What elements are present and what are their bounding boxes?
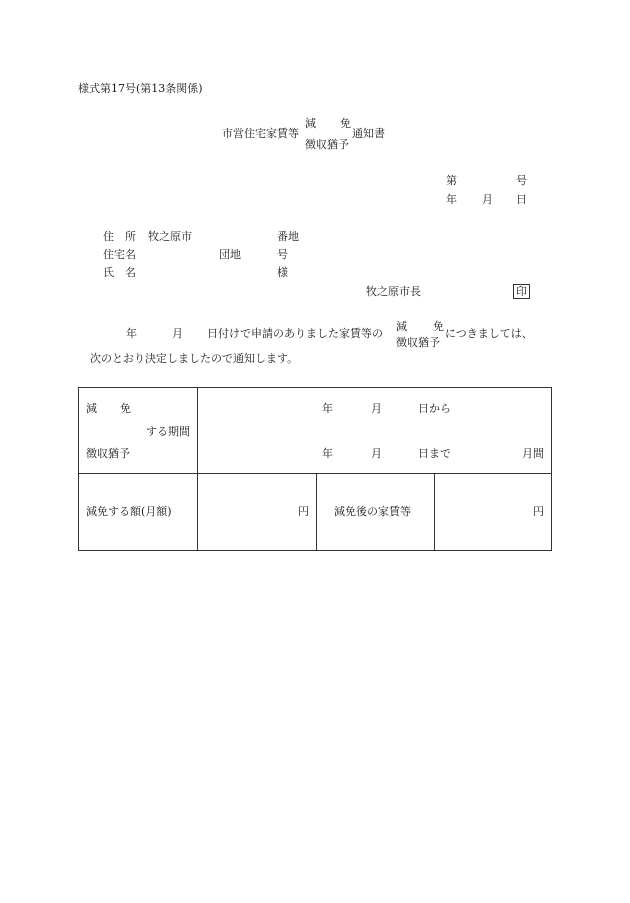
- table-col-divider-1: [197, 387, 198, 550]
- title-option-genmen-a: 減: [305, 117, 316, 130]
- reduction-amount-label: 減免する額(月額): [86, 505, 172, 518]
- body-tsuki: 月: [172, 327, 183, 340]
- date-tsuki: 月: [482, 193, 493, 206]
- address-city: 牧之原市: [148, 230, 192, 243]
- decision-table: [78, 387, 552, 551]
- rent-after-yen: 円: [533, 505, 544, 518]
- period-label-mid: する期間: [146, 425, 190, 438]
- housing-name-label: 住宅名: [103, 248, 136, 261]
- rent-after-label: 減免後の家賃等: [334, 505, 411, 518]
- housing-danchi: 団地: [219, 248, 241, 261]
- period-label-yuyo: 徴収猶予: [86, 447, 130, 460]
- period-from-nen: 年: [322, 402, 333, 415]
- table-col-divider-3: [434, 473, 435, 550]
- body-option-yuyo: 徴収猶予: [396, 336, 440, 349]
- address-banchi: 番地: [277, 230, 299, 243]
- honorific-sama: 様: [277, 266, 288, 279]
- period-label-genmen-a: 減: [86, 402, 97, 415]
- body-option-genmen-b: 免: [433, 320, 444, 333]
- form-number: 様式第17号(第13条関係): [78, 82, 203, 95]
- period-label-genmen-b: 免: [120, 402, 131, 415]
- date-nen: 年: [446, 193, 457, 206]
- name-label: 氏 名: [103, 266, 136, 279]
- period-months: 月間: [522, 447, 544, 460]
- table-row-divider: [78, 473, 551, 474]
- title-option-genmen-b: 免: [340, 117, 351, 130]
- period-to-tsuki: 月: [371, 447, 382, 460]
- reduction-amount-yen: 円: [298, 505, 309, 518]
- body-line-2: 次のとおり決定しましたので通知します。: [90, 352, 299, 365]
- title-option-yuyo: 徴収猶予: [305, 138, 349, 151]
- date-hi: 日: [516, 193, 527, 206]
- address-label: 住 所: [103, 230, 136, 243]
- body-option-genmen-a: 減: [396, 320, 407, 333]
- body-nen: 年: [126, 327, 137, 340]
- title-prefix: 市営住宅家賃等: [222, 127, 299, 140]
- period-from-hi: 日から: [418, 402, 451, 415]
- period-from-tsuki: 月: [371, 402, 382, 415]
- period-to-nen: 年: [322, 447, 333, 460]
- number-dai: 第: [446, 174, 457, 187]
- body-text-b: につきましては、: [445, 327, 533, 340]
- number-go: 号: [516, 174, 527, 187]
- title-suffix: 通知書: [352, 127, 385, 140]
- body-text-a: 日付けで申請のありました家賃等の: [207, 327, 383, 340]
- issuer-name: 牧之原市長: [366, 285, 421, 298]
- seal-stamp: 印: [513, 284, 530, 299]
- table-col-divider-2: [316, 473, 317, 550]
- period-to-hi: 日まで: [418, 447, 451, 460]
- housing-go: 号: [277, 248, 288, 261]
